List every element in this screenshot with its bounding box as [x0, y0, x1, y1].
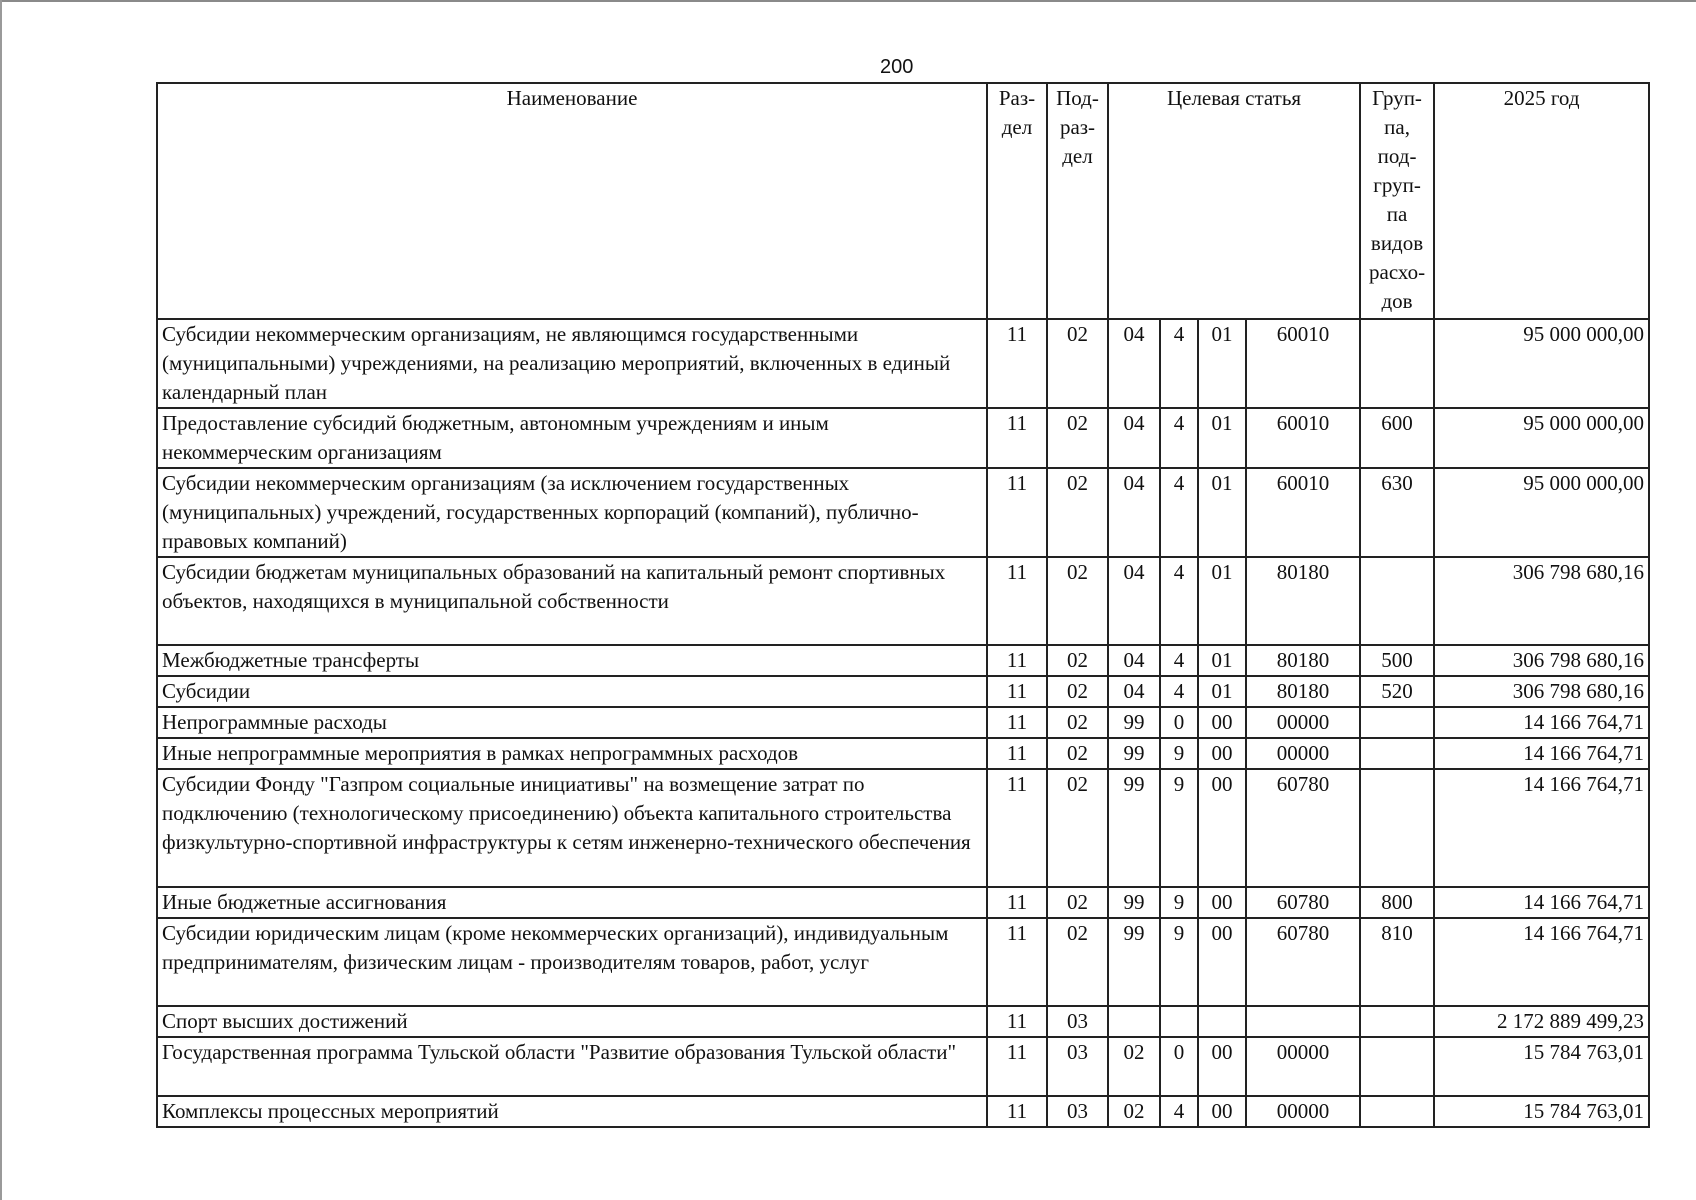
row-target-subprogram: 00 [1198, 887, 1246, 918]
row-amount-2025: 14 166 764,71 [1434, 769, 1649, 887]
row-podrazdel: 02 [1047, 557, 1108, 645]
row-amount-2025: 14 166 764,71 [1434, 707, 1649, 738]
row-target-program: 99 [1108, 769, 1160, 887]
col-header-podrazdel: Под- раз- дел [1047, 83, 1108, 319]
row-target-direction: 00000 [1246, 1037, 1360, 1096]
row-expense-group: 600 [1360, 408, 1434, 468]
table-body [157, 319, 1649, 1127]
row-target-type: 4 [1160, 676, 1198, 707]
row-target-type [1160, 1006, 1198, 1037]
row-target-subprogram: 00 [1198, 707, 1246, 738]
table-row [157, 738, 1649, 769]
row-target-subprogram: 01 [1198, 319, 1246, 408]
row-target-type: 4 [1160, 557, 1198, 645]
row-target-program: 99 [1108, 887, 1160, 918]
row-target-program: 04 [1108, 557, 1160, 645]
row-podrazdel: 02 [1047, 408, 1108, 468]
row-target-direction: 60010 [1246, 468, 1360, 557]
col-header-group: Груп- па, под- груп- па видов расхо- дов [1360, 83, 1434, 319]
row-razdel: 11 [987, 645, 1047, 676]
row-target-program: 02 [1108, 1037, 1160, 1096]
row-podrazdel: 02 [1047, 676, 1108, 707]
row-razdel: 11 [987, 1096, 1047, 1127]
row-expense-group [1360, 1096, 1434, 1127]
row-amount-2025: 306 798 680,16 [1434, 676, 1649, 707]
table-row [157, 769, 1649, 887]
row-target-subprogram: 01 [1198, 408, 1246, 468]
row-target-direction: 60780 [1246, 769, 1360, 887]
row-target-subprogram [1198, 1006, 1246, 1037]
table-row [157, 918, 1649, 1006]
row-expense-group: 500 [1360, 645, 1434, 676]
row-expense-group: 800 [1360, 887, 1434, 918]
row-razdel: 11 [987, 738, 1047, 769]
row-target-type: 4 [1160, 408, 1198, 468]
row-target-type: 9 [1160, 738, 1198, 769]
row-target-direction: 60010 [1246, 408, 1360, 468]
table-row [157, 1096, 1649, 1127]
row-target-program: 02 [1108, 1096, 1160, 1127]
row-target-subprogram: 00 [1198, 769, 1246, 887]
row-target-program: 04 [1108, 645, 1160, 676]
table-row [157, 887, 1649, 918]
row-podrazdel: 03 [1047, 1037, 1108, 1096]
row-name: Субсидии юридическим лицам (кроме некоммерческих организаций), индивидуальным предпринимателям, физическим лицам - производителям товаров, работ, услуг [157, 918, 987, 1006]
table-row [157, 1037, 1649, 1096]
col-header-year: 2025 год [1434, 83, 1649, 319]
row-target-program: 04 [1108, 408, 1160, 468]
row-expense-group [1360, 557, 1434, 645]
row-target-program [1108, 1006, 1160, 1037]
row-amount-2025: 306 798 680,16 [1434, 557, 1649, 645]
row-podrazdel: 02 [1047, 769, 1108, 887]
scan-edge-top [0, 0, 1696, 6]
row-name: Непрограммные расходы [157, 707, 987, 738]
row-target-type: 9 [1160, 918, 1198, 1006]
row-name: Субсидии некоммерческим организациям, не являющимся государственными (муниципальными) учреждениями, на реализацию мероприятий, включенных в единый календарный план [157, 319, 987, 408]
table-row [157, 676, 1649, 707]
row-name: Иные бюджетные ассигнования [157, 887, 987, 918]
row-amount-2025: 14 166 764,71 [1434, 738, 1649, 769]
row-target-program: 04 [1108, 319, 1160, 408]
table-row [157, 468, 1649, 557]
row-podrazdel: 02 [1047, 887, 1108, 918]
row-name: Субсидии некоммерческим организациям (за исключением государственных (муниципальных) учреждений, государственных корпораций (компаний), публично-правовых компаний) [157, 468, 987, 557]
row-name: Субсидии [157, 676, 987, 707]
row-name: Иные непрограммные мероприятия в рамках непрограммных расходов [157, 738, 987, 769]
table-row [157, 707, 1649, 738]
row-amount-2025: 14 166 764,71 [1434, 918, 1649, 1006]
row-amount-2025: 14 166 764,71 [1434, 887, 1649, 918]
row-amount-2025: 306 798 680,16 [1434, 645, 1649, 676]
row-podrazdel: 02 [1047, 645, 1108, 676]
row-name: Субсидии Фонду "Газпром социальные инициативы" на возмещение затрат по подключению (технологическому присоединению) объекта капитального строительства физкультурно-спортивной инфраструктуры к сетям инженерно-технического обеспечения [157, 769, 987, 887]
row-target-type: 4 [1160, 645, 1198, 676]
row-amount-2025: 15 784 763,01 [1434, 1037, 1649, 1096]
row-expense-group: 630 [1360, 468, 1434, 557]
row-name: Межбюджетные трансферты [157, 645, 987, 676]
table-row [157, 645, 1649, 676]
row-target-type: 0 [1160, 707, 1198, 738]
row-name: Спорт высших достижений [157, 1006, 987, 1037]
row-target-subprogram: 00 [1198, 918, 1246, 1006]
row-expense-group: 810 [1360, 918, 1434, 1006]
row-expense-group [1360, 1006, 1434, 1037]
row-expense-group [1360, 319, 1434, 408]
row-podrazdel: 02 [1047, 468, 1108, 557]
row-target-type: 0 [1160, 1037, 1198, 1096]
row-target-type: 4 [1160, 1096, 1198, 1127]
row-target-subprogram: 01 [1198, 645, 1246, 676]
budget-table [156, 82, 1650, 1128]
table-row [157, 319, 1649, 408]
col-header-razdel: Раз- дел [987, 83, 1047, 319]
col-header-target: Целевая статья [1108, 83, 1360, 319]
header-row [157, 83, 1649, 319]
row-target-direction: 00000 [1246, 738, 1360, 769]
row-razdel: 11 [987, 1006, 1047, 1037]
row-target-subprogram: 01 [1198, 468, 1246, 557]
row-target-subprogram: 00 [1198, 1037, 1246, 1096]
row-name: Государственная программа Тульской области "Развитие образования Тульской области" [157, 1037, 987, 1096]
row-target-program: 04 [1108, 676, 1160, 707]
row-podrazdel: 02 [1047, 707, 1108, 738]
row-target-subprogram: 00 [1198, 1096, 1246, 1127]
row-amount-2025: 2 172 889 499,23 [1434, 1006, 1649, 1037]
row-expense-group [1360, 1037, 1434, 1096]
row-name: Предоставление субсидий бюджетным, автономным учреждениям и иным некоммерческим организациям [157, 408, 987, 468]
row-target-direction: 60780 [1246, 887, 1360, 918]
col-header-name: Наименование [157, 83, 987, 319]
row-amount-2025: 95 000 000,00 [1434, 468, 1649, 557]
row-target-type: 9 [1160, 769, 1198, 887]
row-razdel: 11 [987, 468, 1047, 557]
row-expense-group [1360, 707, 1434, 738]
row-razdel: 11 [987, 319, 1047, 408]
row-target-direction: 80180 [1246, 676, 1360, 707]
page-number: 200 [880, 56, 914, 78]
row-razdel: 11 [987, 676, 1047, 707]
row-target-program: 04 [1108, 468, 1160, 557]
row-razdel: 11 [987, 1037, 1047, 1096]
row-podrazdel: 02 [1047, 918, 1108, 1006]
row-target-direction: 60010 [1246, 319, 1360, 408]
row-name: Субсидии бюджетам муниципальных образований на капитальный ремонт спортивных объектов, находящихся в муниципальной собственности [157, 557, 987, 645]
row-razdel: 11 [987, 408, 1047, 468]
row-podrazdel: 02 [1047, 319, 1108, 408]
row-podrazdel: 03 [1047, 1006, 1108, 1037]
row-amount-2025: 95 000 000,00 [1434, 408, 1649, 468]
row-expense-group [1360, 738, 1434, 769]
row-amount-2025: 15 784 763,01 [1434, 1096, 1649, 1127]
row-target-type: 9 [1160, 887, 1198, 918]
row-razdel: 11 [987, 707, 1047, 738]
row-target-program: 99 [1108, 707, 1160, 738]
row-target-program: 99 [1108, 738, 1160, 769]
row-target-type: 4 [1160, 468, 1198, 557]
row-target-subprogram: 01 [1198, 557, 1246, 645]
row-target-direction: 80180 [1246, 645, 1360, 676]
row-expense-group [1360, 769, 1434, 887]
row-target-direction: 00000 [1246, 1096, 1360, 1127]
row-target-direction: 60780 [1246, 918, 1360, 1006]
row-target-subprogram: 00 [1198, 738, 1246, 769]
table-row [157, 557, 1649, 645]
row-target-direction: 80180 [1246, 557, 1360, 645]
table-row [157, 408, 1649, 468]
row-target-direction: 00000 [1246, 707, 1360, 738]
row-target-program: 99 [1108, 918, 1160, 1006]
row-expense-group: 520 [1360, 676, 1434, 707]
row-target-subprogram: 01 [1198, 676, 1246, 707]
row-razdel: 11 [987, 557, 1047, 645]
row-razdel: 11 [987, 887, 1047, 918]
row-razdel: 11 [987, 769, 1047, 887]
row-podrazdel: 03 [1047, 1096, 1108, 1127]
row-name: Комплексы процессных мероприятий [157, 1096, 987, 1127]
scan-edge-left [0, 0, 6, 1200]
table-row [157, 1006, 1649, 1037]
row-razdel: 11 [987, 918, 1047, 1006]
row-podrazdel: 02 [1047, 738, 1108, 769]
row-amount-2025: 95 000 000,00 [1434, 319, 1649, 408]
row-target-direction [1246, 1006, 1360, 1037]
row-target-type: 4 [1160, 319, 1198, 408]
